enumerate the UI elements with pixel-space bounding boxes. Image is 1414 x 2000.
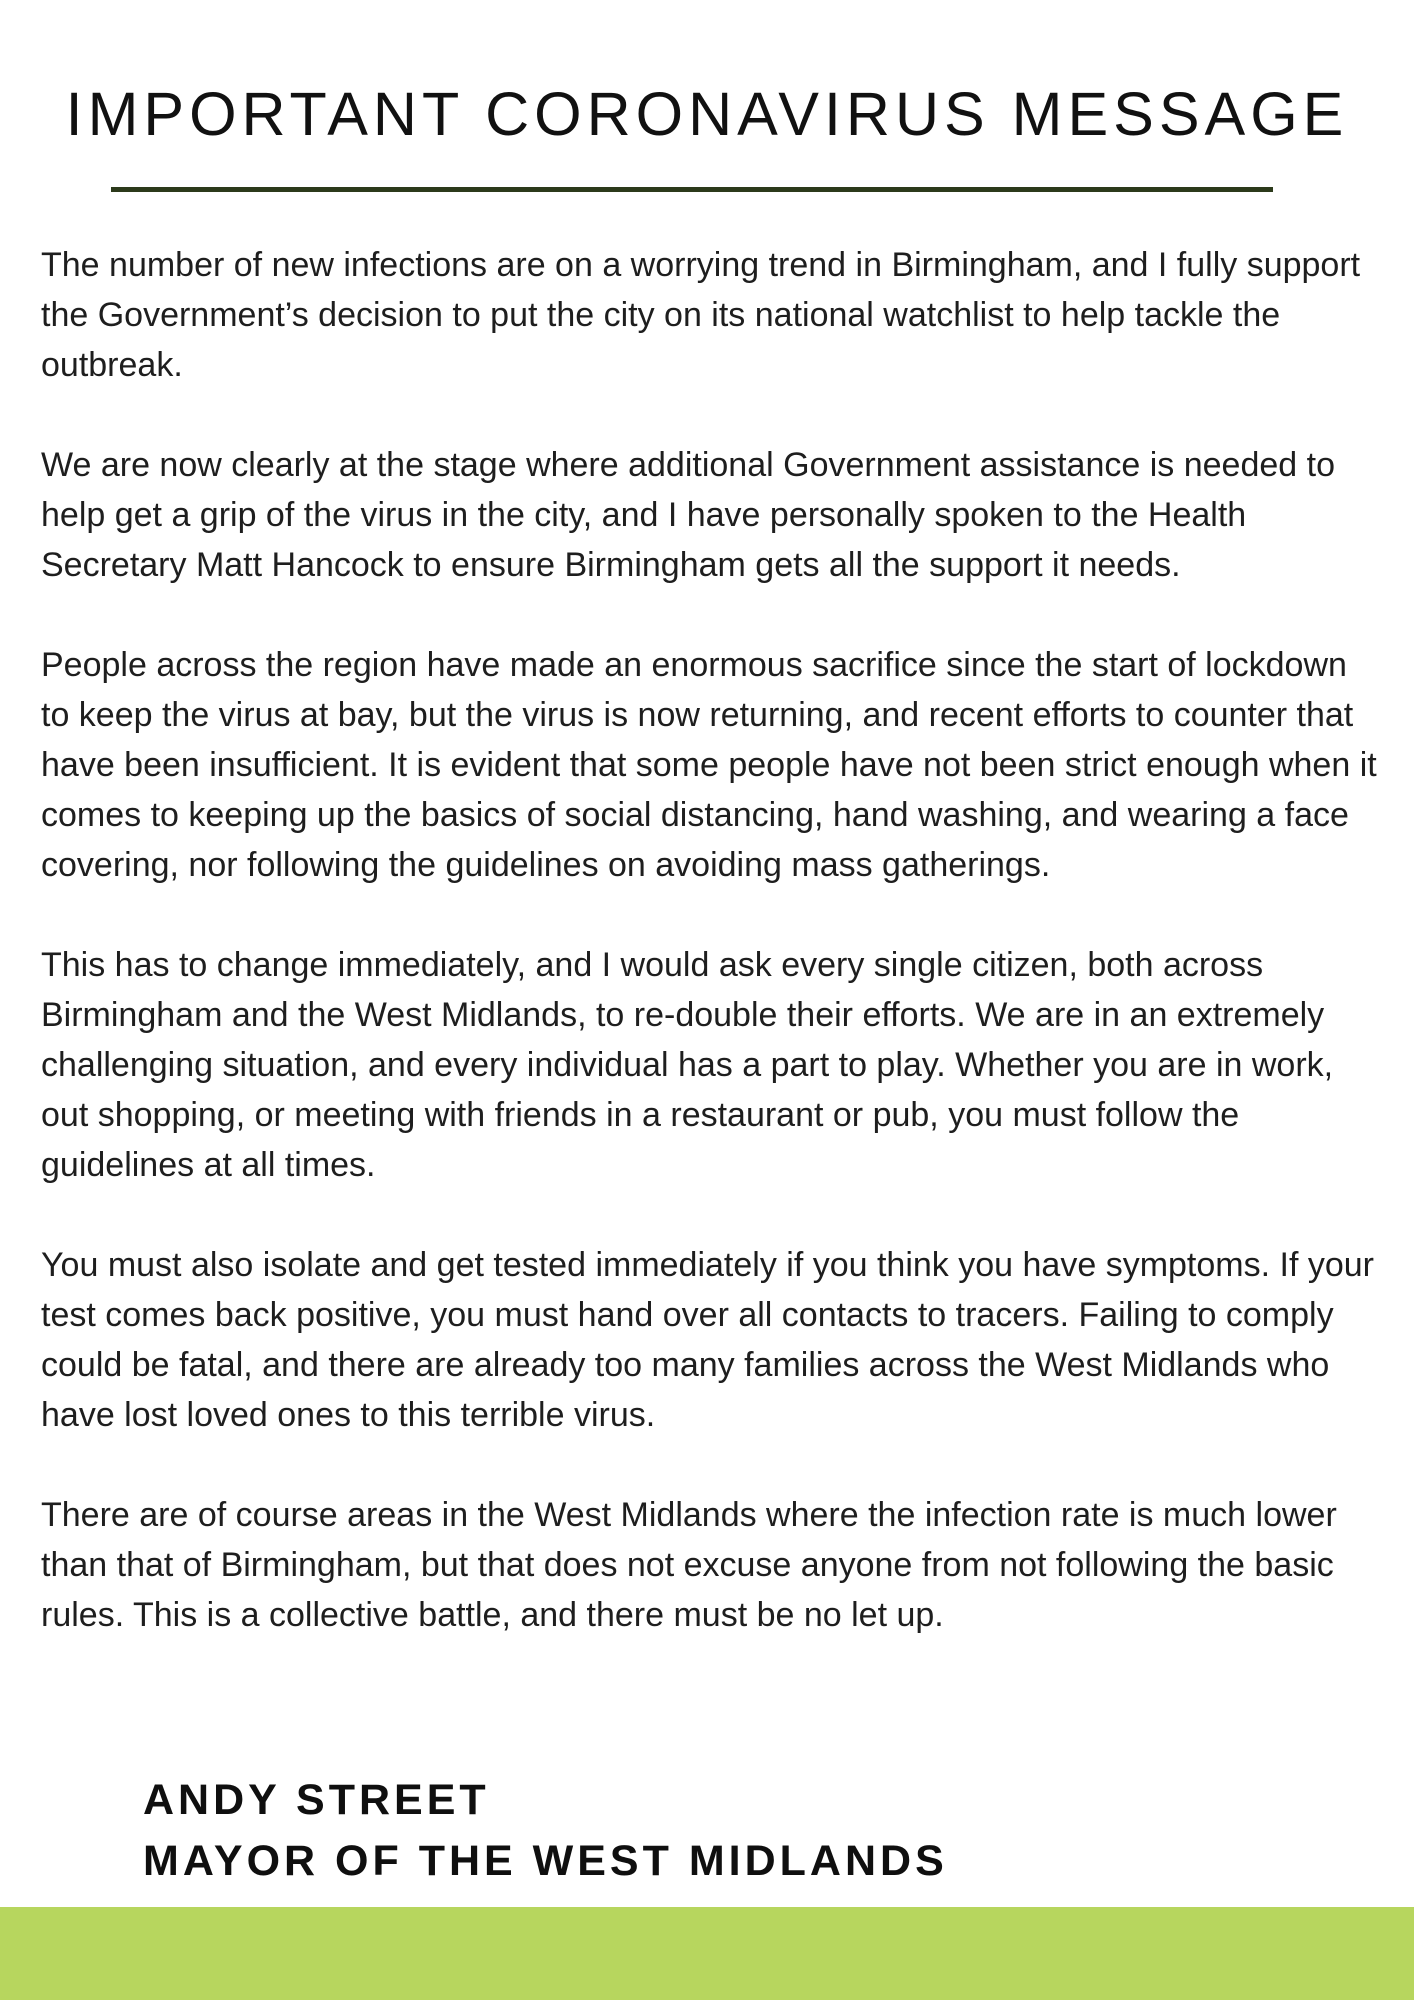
signature-block (143, 1770, 1343, 1892)
page-title: IMPORTANT CORONAVIRUS MESSAGE (65, 80, 1349, 148)
footer-band (0, 1907, 1414, 2000)
paragraph-3: People across the region have made an enormous sacrifice since the start of lockdown to keep the virus at bay, but the virus is now returning, and recent efforts to counter that have been insufficient. It is evident that some people have not been strict enough when it comes to keeping up the basics of social distancing, hand washing, and wearing a face covering, nor following the guidelines on avoiding mass gatherings. (41, 646, 1377, 884)
paragraph-4: This has to change immediately, and I would ask every single citizen, both across Birmingham and the West Midlands, to re-double their efforts. We are in an extremely challenging situation, and every individual has a part to play. Whether you are in work, out shopping, or meeting with friends in a restaurant or pub, you must follow the guidelines at all times. (41, 946, 1334, 1184)
message-body (41, 240, 1381, 1690)
signature-role: MAYOR OF THE WEST MIDLANDS (143, 1837, 948, 1885)
paragraph-2: We are now clearly at the stage where additional Government assistance is needed to help get a grip of the virus in the city, and I have personally spoken to the Health Secretary Matt Hancock to ensure Birmingham gets all the support it needs. (41, 446, 1335, 584)
title-divider (111, 187, 1273, 192)
paragraph-5: You must also isolate and get tested immediately if you think you have symptoms. If your test comes back positive, you must hand over all contacts to tracers. Failing to comply could be fatal, and there are already too many families across the West Midlands who have lost loved ones to this terrible virus. (41, 1246, 1374, 1434)
paragraph-1: The number of new infections are on a worrying trend in Birmingham, and I fully support the Government’s decision to put the city on its national watchlist to help tackle the outbreak. (41, 246, 1361, 384)
signature-name: ANDY STREET (143, 1776, 490, 1824)
paragraph-6: There are of course areas in the West Midlands where the infection rate is much lower than that of Birmingham, but that does not excuse anyone from not following the basic rules. This is a collective battle, and there must be no let up. (41, 1496, 1337, 1634)
